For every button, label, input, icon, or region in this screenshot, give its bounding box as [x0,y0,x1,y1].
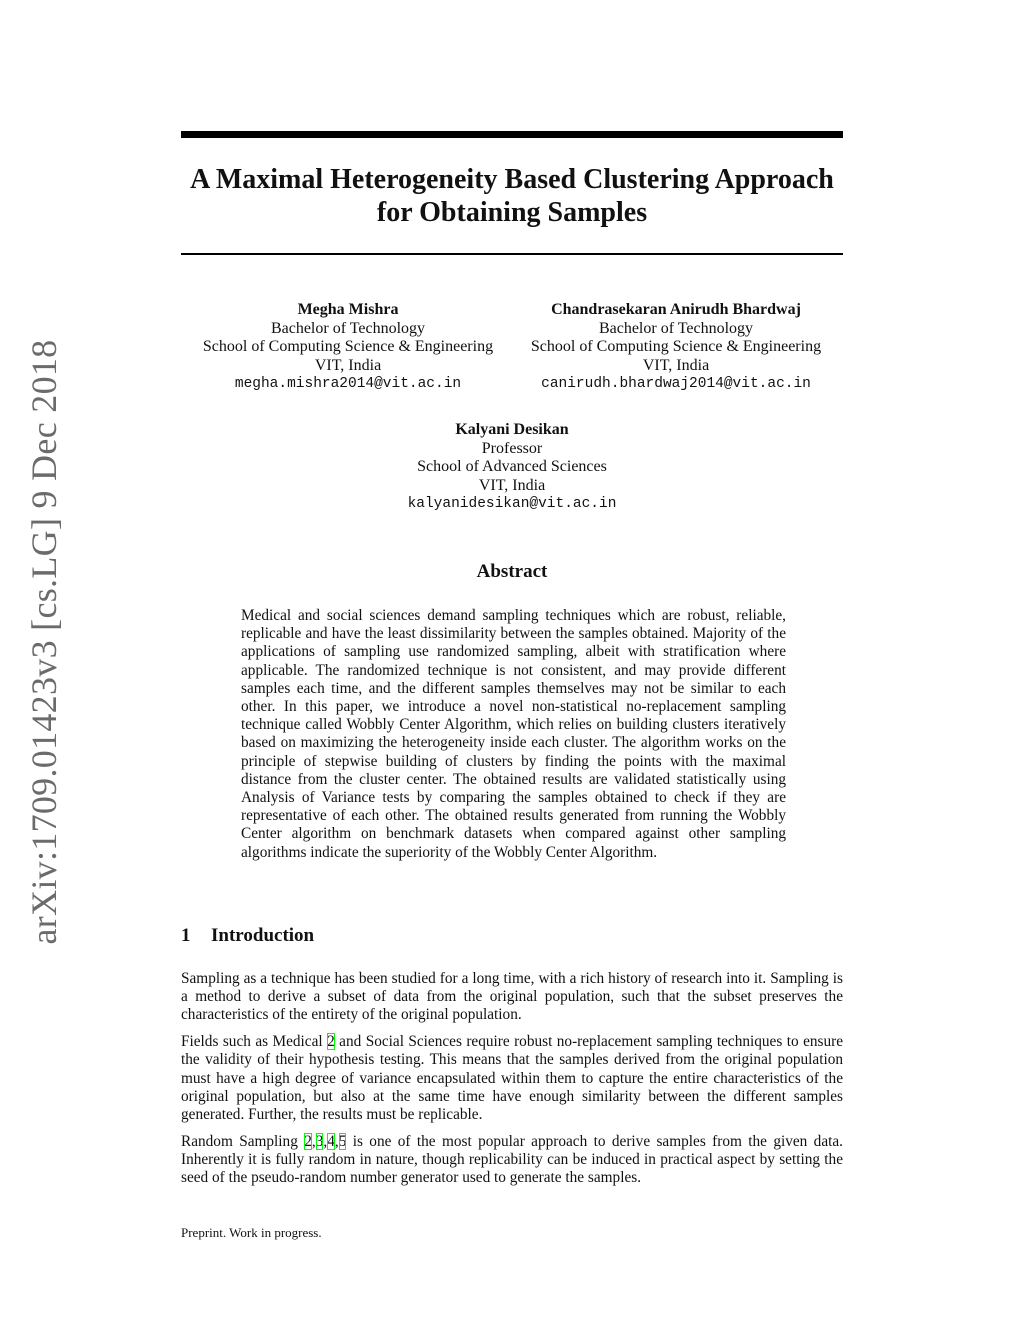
citation-link[interactable]: 2 [304,1132,312,1150]
section-heading [181,925,314,947]
citation-separator: , [334,1132,339,1150]
author-name: Chandrasekaran Anirudh Bhardwaj [551,301,801,318]
author-degree: Professor [481,439,543,457]
paragraph [181,1033,843,1124]
paragraph: Sampling as a technique has been studied for a long time, with a rich history of research into it. Sampling is a method to derive a subset of data from the original population, such that the subset preserves the characteristics of the entirety of the original population. [181,970,843,1024]
paragraph-text: Fields such as Medical [181,1033,328,1051]
citation-separator: , [323,1132,328,1150]
section-body [181,970,843,1196]
paragraph [181,1133,843,1188]
paragraph-text: is one of the most popular approach to derive samples from the given data. Inherently it is fully random in nature, though replicability can be induced in practical aspect by setting the seed of the pseudo-random number generator used to generate the samples. [181,1132,843,1187]
author-name: Megha Mishra [297,301,399,318]
author-name: Kalyani Desikan [455,421,569,438]
author-school: School of Advanced Sciences [417,458,607,475]
title-rule-bottom [181,253,843,255]
author-location: VIT, India [478,476,546,494]
author-email[interactable]: canirudh.bhardwaj2014@vit.ac.in [541,376,811,392]
arxiv-identifier: arXiv:1709.01423v3 [cs.LG] 9 Dec 2018 [24,339,64,945]
citation-link[interactable]: 3 [315,1132,324,1150]
author-block-3 [362,421,662,514]
citation-link[interactable]: 4 [327,1132,335,1150]
author-degree: Bachelor of Technology [598,319,754,337]
author-email[interactable]: kalyanidesikan@vit.ac.in [407,496,617,512]
title-rule-top [181,131,843,138]
citation-link[interactable]: 2 [327,1033,335,1051]
section-title: Introduction [211,925,315,946]
paragraph-text: and Social Sciences require robust no-replacement sampling techniques to ensure the validity of their hypothesis testing. This means that the samples derived from the original population must have a high degree of variance encapsulated within them to capture the entire characteristics of the original population, but also at the same time have enough similarity between the different samples generated. Further, the results must be replicable. [181,1033,843,1123]
abstract-heading: Abstract [476,561,548,582]
author-location: VIT, India [642,356,710,374]
preprint-footer: Preprint. Work in progress. [181,1225,322,1240]
citation-link[interactable]: 5 [338,1132,347,1150]
title-line-1: A Maximal Heterogeneity Based Clustering Approach [190,164,834,195]
paper-title [150,163,874,229]
author-email[interactable]: megha.mishra2014@vit.ac.in [234,376,462,392]
author-block-2 [516,301,836,394]
author-degree: Bachelor of Technology [270,319,426,337]
author-location: VIT, India [314,356,382,374]
citation-separator: , [311,1132,316,1150]
section-number: 1 [181,925,191,946]
author-block-1 [190,301,506,394]
abstract-text: Medical and social sciences demand sampling techniques which are robust, reliable, replicable and have the least dissimilarity between the samples obtained. Majority of the applications of sampling use randomized sampling, albeit with stratification where applicable. The randomized technique is not consistent, and may provide different samples each time, and the different samples themselves may not be similar to each other. In this paper, we introduce a novel non-statistical no-replacement sampling technique called Wobbly Center Algorithm, which relies on building clusters iteratively based on maximizing the heterogeneity inside each cluster. The algorithm works on the principle of stepwise building of clusters by finding the points with the maximal distance from the cluster center. The obtained results are validated statistically using Analysis of Variance tests by comparing the samples obtained to check if they are representative of each other. The obtained results generated from running the Wobbly Center algorithm on benchmark datasets when compared against other sampling algorithms indicate the superiority of the Wobbly Center Algorithm. [241,607,786,861]
title-line-2: for Obtaining Samples [376,197,648,228]
author-school: School of Computing Science & Engineering [530,338,822,355]
author-school: School of Computing Science & Engineering [202,338,494,355]
paragraph-text: Random Sampling [181,1132,305,1150]
